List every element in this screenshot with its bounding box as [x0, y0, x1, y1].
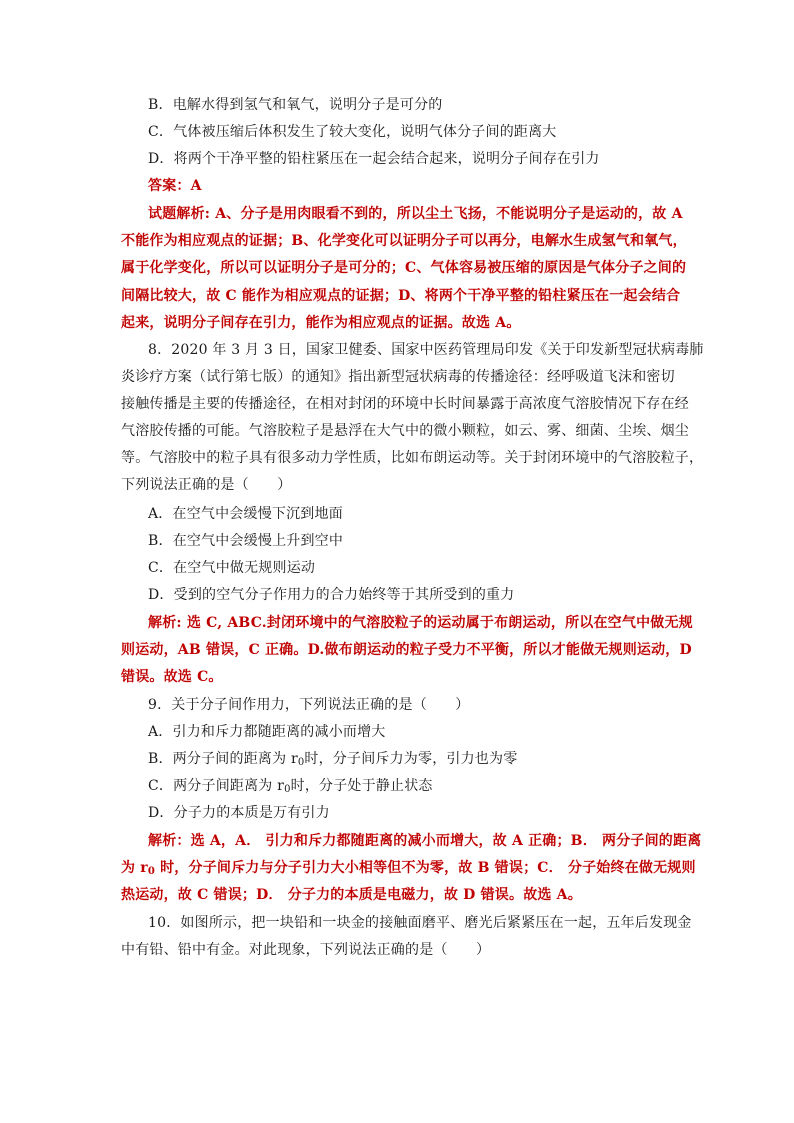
- q7-analysis-line-3: 属于化学变化，所以可以证明分子是可分的；C、气体容易被压缩的原因是气体分子之间的: [121, 260, 687, 276]
- q9-analysis-line-2: [121, 859, 696, 881]
- q10-stem-line-1: 10．如图所示，把一块铅和一块金的接触面磨平、磨光后紧紧压在一起，五年后发现金: [148, 915, 692, 931]
- q9-option-c-text-1: C．两分子间距离为 r: [148, 778, 285, 794]
- q7-analysis-line-2: 不能作为相应观点的证据；B、化学变化可以证明分子可以再分，电解水生成氢气和氧气，: [121, 233, 687, 249]
- q7-analysis-line-4: 间隔比较大，故 C 能作为相应观点的证据；D、将两个干净平整的铅柱紧压在一起会结合: [121, 288, 681, 304]
- q9-option-d: D．分子力的本质是万有引力: [148, 805, 330, 821]
- q8-stem-line-3: 接触传播是主要的传播途径，在相对封闭的环境中长时间暴露于高浓度气溶胶情况下存在经: [121, 396, 689, 412]
- q9-option-b-text-2: 时，分子间斥力为零，引力也为零: [304, 751, 518, 767]
- q8-option-a: A．在空气中会缓慢下沉到地面: [148, 506, 343, 522]
- q8-stem-line-1: 8．2020 年 3 月 3 日，国家卫健委、国家中医药管理局印发《关于印发新型冠状病毒肺: [148, 342, 704, 358]
- q8-stem-line-4: 气溶胶传播的可能。气溶胶粒子是悬浮在大气中的微小颗粒，如云、雾、细菌、尘埃、烟尘: [121, 423, 689, 439]
- q7-option-d: D．将两个干净平整的铅柱紧压在一起会结合起来，说明分子间存在引力: [148, 151, 600, 167]
- q9-analysis-text-1: 为 r: [121, 860, 148, 876]
- q9-option-b-subscript: 0: [297, 757, 305, 768]
- q9-option-b-text-1: B．两分子间的距离为 r: [148, 751, 298, 767]
- q7-option-c: C．气体被压缩后体积发生了较大变化，说明气体分子间的距离大: [148, 124, 557, 140]
- q8-analysis-line-1: 解析: 选 C, ABC.封闭环境中的气溶胶粒子的运动属于布朗运动，所以在空气中做无规: [148, 615, 693, 631]
- q8-option-c: C．在空气中做无规则运动: [148, 560, 316, 576]
- q9-option-c-text-2: 时，分子处于静止状态: [290, 778, 433, 794]
- q9-analysis-text-2: 时，分子间斥力与分子引力大小相等但不为零，故 B 错误；C． 分子始终在做无规则: [155, 860, 696, 876]
- q9-analysis-subscript: 0: [147, 866, 156, 877]
- q8-stem-line-6: 下列说法正确的是（ ）: [121, 477, 292, 493]
- q8-stem-line-2: 炎诊疗方案（试行第七版）的通知》指出新型冠状病毒的传播途径：经呼吸道飞沫和密切: [121, 369, 675, 385]
- q9-analysis-line-3: 热运动，故 C 错误；D． 分子力的本质是电磁力，故 D 错误。故选 A。: [121, 887, 582, 903]
- q8-stem-line-5: 等。气溶胶中的粒子具有很多动力学性质，比如布朗运动等。关于封闭环境中的气溶胶粒子，: [121, 450, 704, 466]
- q8-option-d: D．受到的空气分子作用力的合力始终等于其所受到的重力: [148, 587, 515, 603]
- q7-analysis-line-1: 试题解析: A、分子是用肉眼看不到的，所以尘土飞扬，不能说明分子是运动的，故 A: [148, 206, 683, 222]
- q9-option-b: [148, 750, 708, 772]
- q9-analysis-line-1: 解析：选 A，A． 引力和斥力都随距离的减小而增大，故 A 正确；B． 两分子间的距离: [148, 833, 702, 849]
- q9-stem: 9．关于分子间作用力，下列说法正确的是（ ）: [148, 697, 470, 713]
- q8-analysis-line-2: 则运动，AB 错误，C 正确。D.做布朗运动的粒子受力不平衡，所以才能做无规则运动，D: [121, 642, 692, 658]
- q9-option-c-subscript: 0: [284, 784, 291, 795]
- q9-option-a: A．引力和斥力都随距离的减小而增大: [148, 724, 386, 740]
- q10-stem-line-2: 中有铅、铅中有金。对此现象，下列说法正确的是（ ）: [121, 942, 491, 958]
- q8-analysis-line-3: 错误。故选 C。: [121, 669, 223, 685]
- q7-answer: 答案：A: [148, 178, 202, 194]
- q7-option-b: B．电解水得到氢气和氧气，说明分子是可分的: [148, 97, 443, 113]
- q7-analysis-line-5: 起来，说明分子间存在引力，能作为相应观点的证据。故选 A。: [121, 315, 521, 331]
- q9-option-c: [148, 777, 708, 799]
- q8-option-b: B．在空气中会缓慢上升到空中: [148, 533, 344, 549]
